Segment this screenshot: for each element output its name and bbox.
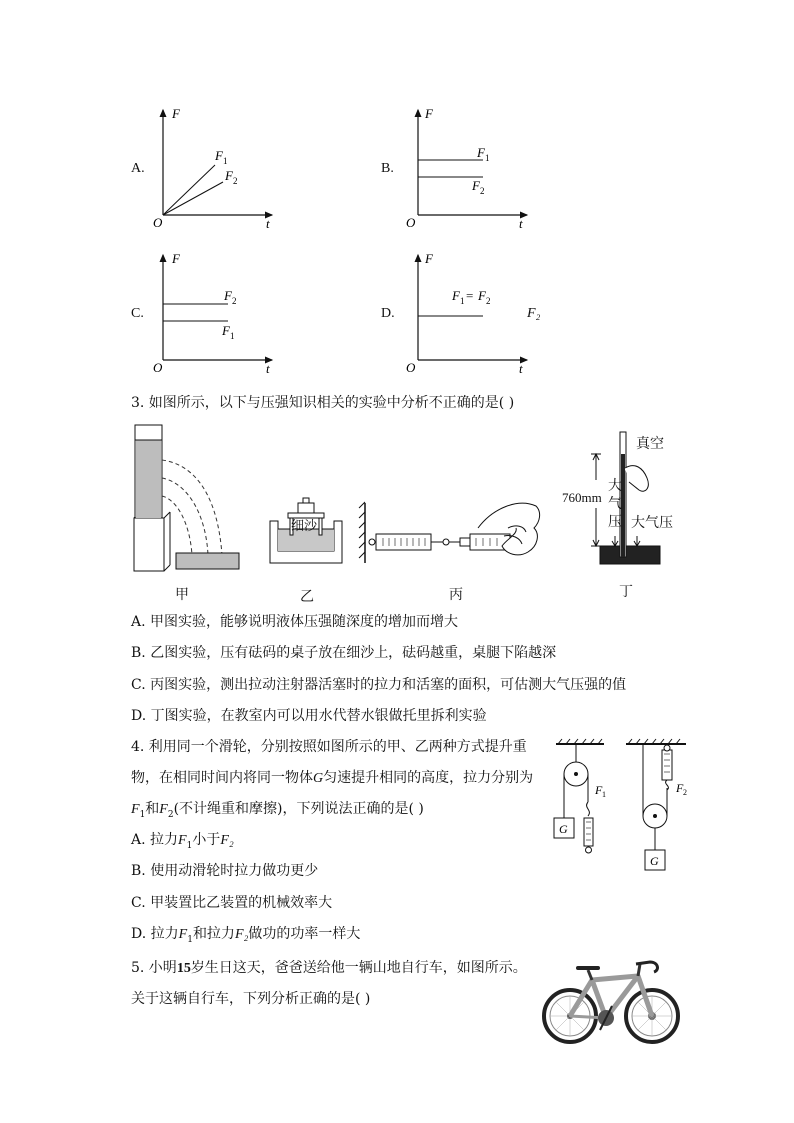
svg-text:F: F [224,288,232,303]
label-sand: 细沙 [291,519,318,534]
graph-a-f-axis: F [172,106,180,121]
label-ding: 丁 [619,584,633,600]
q4-stem-line1: 4. 利用同一个滑轮，分别按照如图所示的甲、乙两种方式提升重 [131,739,527,755]
q3-stem: 3. 如图所示，以下与压强知识相关的实验中分析不正确的是( ) [131,395,515,411]
svg-text:F: F [595,783,603,797]
svg-text:O: O [406,215,416,230]
q4-stem-line3: $F_1$和$F_2$(不计绳重和摩擦)，下列说法正确的是( ) [131,801,424,820]
svg-text:O: O [153,360,163,375]
q4-option-a[interactable]: A. 拉力$F_1$小于F₂ [131,832,234,851]
svg-text:G: G [650,854,659,868]
svg-text:F: F [676,781,684,795]
label-yi: 乙 [300,589,314,605]
graph-a-t-axis: t [266,216,270,231]
svg-text:1: 1 [602,790,606,799]
label-vacuum: 真空 [636,436,664,452]
q4-option-c[interactable]: C. 甲装置比乙装置的机械效率大 [131,895,333,911]
svg-text:O: O [406,360,416,375]
figure-pulleys [548,738,708,873]
q5-stem-line1: 5. 小明15岁生日这天，爸爸送给他一辆山地自行车，如图所示。 [131,960,527,976]
q3-option-c[interactable]: C. 丙图实验，测出拉动注射器活塞时的拉力和活塞的面积，可估测大气压强的值 [131,677,627,693]
q4-option-b[interactable]: B. 使用动滑轮时拉力做功更少 [131,863,319,879]
q3-option-b[interactable]: B. 乙图实验，压有砝码的桌子放在细沙上，砝码越重，桌腿下陷越深 [131,645,557,661]
svg-text:2: 2 [232,296,237,306]
label-jia: 甲 [175,587,189,603]
svg-text:F: F [215,148,223,163]
graph-a [150,100,280,235]
svg-text:F: F [472,178,480,193]
svg-text:t: t [519,216,523,231]
label-bing: 丙 [449,587,463,603]
figure-jia [128,420,246,575]
q3-option-a[interactable]: A. 甲图实验，能够说明液体压强随深度的增加而增大 [131,614,459,630]
svg-text:G: G [559,822,568,836]
label-atm: 大气压 [631,515,673,531]
graph-c [150,245,280,380]
svg-text:F: F [222,323,230,338]
stray-f2-label: F₂ [527,306,541,321]
svg-text:2: 2 [683,788,687,797]
q5-stem-line2: 关于这辆自行车，下列分析正确的是( ) [131,991,371,1007]
svg-text:2: 2 [233,176,238,186]
graph-a-origin: O [153,215,163,230]
graph-b [405,100,535,235]
label-760mm: 760mm [562,490,602,505]
svg-text:F: F [425,106,433,121]
svg-text:1: 1 [460,296,465,306]
svg-text:t: t [519,361,523,376]
q4-stem-line2: 物，在相同时间内将同一物体G匀速提升相同的高度，拉力分别为 [131,770,534,786]
svg-text:F: F [225,168,233,183]
q4-option-d[interactable]: D. 拉力$F_1$和拉力F₂做功的功率一样大 [131,926,361,945]
svg-text:F: F [478,288,486,303]
svg-text:F: F [452,288,460,303]
option-d-letter: D. [381,306,395,321]
svg-text:1: 1 [485,153,490,163]
svg-text:2: 2 [486,296,491,306]
bicycle-image [540,958,682,1048]
graph-d [405,245,535,380]
svg-text:t: t [266,361,270,376]
svg-text:F: F [172,251,180,266]
svg-text:2: 2 [480,186,485,196]
svg-text:F: F [477,145,485,160]
svg-text:F: F [425,251,433,266]
option-c-letter: C. [131,306,144,321]
label-atm-vertical: 大 气 压 [608,478,622,530]
option-a-letter: A. [131,161,145,176]
q3-option-d[interactable]: D. 丁图实验，在教室内可以用水代替水银做托里拆利实验 [131,708,487,724]
option-b-letter: B. [381,161,394,176]
svg-text:1: 1 [223,156,228,166]
svg-text:=: = [466,288,474,303]
svg-text:1: 1 [230,331,235,341]
figure-bing [358,488,548,570]
